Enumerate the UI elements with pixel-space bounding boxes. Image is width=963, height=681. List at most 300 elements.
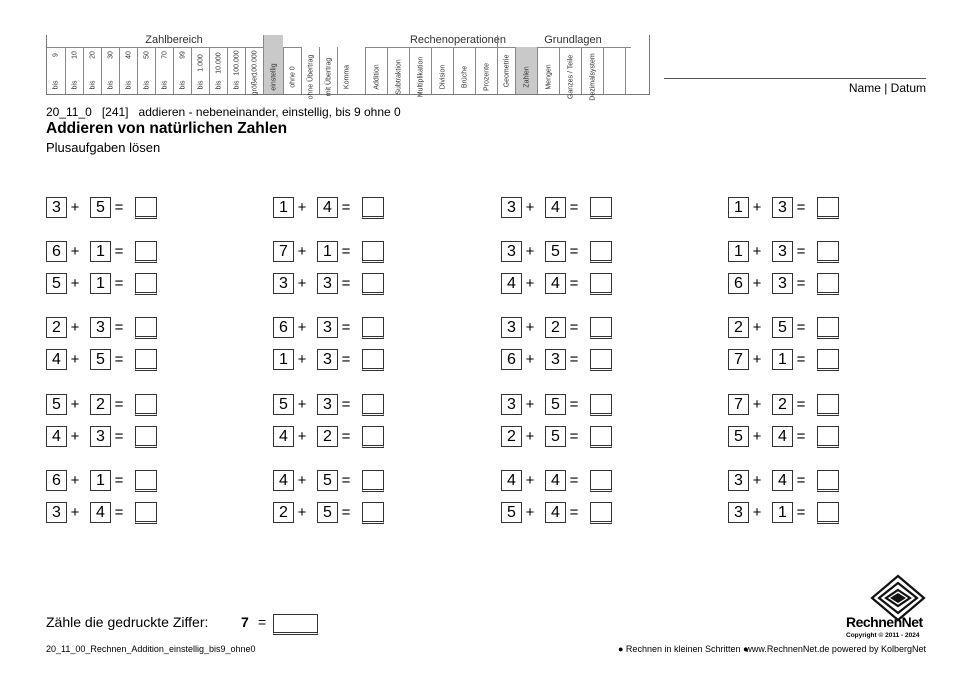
- plus-sign: +: [752, 504, 762, 521]
- equals-sign: =: [569, 472, 579, 489]
- first-addend: 6: [46, 241, 67, 262]
- addition-problem: [46, 273, 161, 295]
- first-addend: 6: [46, 470, 67, 491]
- addition-problem: [728, 317, 843, 339]
- second-addend: 5: [317, 470, 338, 491]
- second-addend: 5: [317, 502, 338, 523]
- addition-problem: [728, 349, 843, 371]
- operation-column: [409, 47, 431, 98]
- category-group-header: Zahlbereich: [47, 35, 301, 48]
- second-addend: 5: [90, 349, 111, 370]
- plus-sign: +: [752, 199, 762, 216]
- first-addend: 3: [501, 197, 522, 218]
- addition-problem: [46, 197, 161, 219]
- category-grid: [46, 34, 650, 101]
- website-url: www.RechnenNet.de powered by KolbergNet: [745, 644, 926, 654]
- answer-box[interactable]: [817, 241, 839, 263]
- basics-column: [559, 47, 581, 100]
- plus-sign: +: [752, 275, 762, 292]
- first-addend: 3: [46, 197, 67, 218]
- column-top-label: 30: [107, 51, 114, 59]
- equals-sign: =: [569, 428, 579, 445]
- name-date-label: Name | Datum: [848, 81, 926, 95]
- operation-label: Prozente: [483, 62, 490, 92]
- column-bottom-label: bis: [215, 80, 222, 90]
- equals-sign: =: [341, 199, 351, 216]
- answer-box[interactable]: [817, 470, 839, 492]
- column-bottom-label: bis: [179, 80, 186, 90]
- equals-sign: =: [341, 396, 351, 413]
- geometry-column: [497, 35, 515, 94]
- addition-problem: [273, 502, 388, 524]
- first-addend: 2: [46, 317, 67, 338]
- equals-sign: =: [796, 199, 806, 216]
- basics-label: Mengen: [545, 64, 552, 90]
- second-addend: 3: [772, 273, 793, 294]
- equals-sign: =: [796, 243, 806, 260]
- second-addend: 3: [317, 273, 338, 294]
- first-addend: 4: [46, 426, 67, 447]
- first-addend: 3: [728, 502, 749, 523]
- criteria-label: Komma: [343, 64, 350, 90]
- zahlbereich-column: [191, 47, 209, 94]
- plus-sign: +: [525, 428, 535, 445]
- answer-box[interactable]: [362, 426, 384, 448]
- second-addend: 4: [772, 470, 793, 491]
- answer-box[interactable]: [135, 470, 157, 492]
- column-top-label: 10.000: [215, 52, 222, 74]
- second-addend: 2: [317, 426, 338, 447]
- equals-sign: =: [796, 428, 806, 445]
- column-top-label: 9: [52, 53, 60, 57]
- column-bottom-label: bis: [143, 80, 150, 90]
- first-addend: 3: [728, 470, 749, 491]
- second-addend: 4: [545, 502, 566, 523]
- operation-column: [453, 47, 475, 94]
- answer-box[interactable]: [362, 273, 384, 295]
- operation-label: Multiplikation: [417, 56, 424, 98]
- first-addend: 3: [501, 394, 522, 415]
- operation-column: [365, 47, 387, 94]
- column-bottom-label: bis: [71, 80, 78, 90]
- equals-sign: =: [569, 319, 579, 336]
- worksheet-code: 20_11_0 [241] addieren - nebeneinander, einstellig, bis 9 ohne 0: [46, 105, 401, 119]
- column-bottom-label: bis: [233, 80, 240, 90]
- first-addend: 1: [273, 197, 294, 218]
- second-addend: 3: [90, 426, 111, 447]
- addition-problem: [273, 394, 388, 416]
- operation-label: Brüche: [461, 65, 468, 89]
- first-addend: 1: [273, 349, 294, 370]
- addition-problem: [273, 241, 388, 263]
- addition-problem: [273, 317, 388, 339]
- criteria-column: [283, 47, 301, 94]
- plus-sign: +: [752, 472, 762, 489]
- plus-sign: +: [70, 243, 80, 260]
- count-label: Zähle die gedruckte Ziffer:: [46, 614, 209, 630]
- first-addend: 4: [46, 349, 67, 370]
- equals-sign: =: [569, 275, 579, 292]
- column-bottom-label: bis: [107, 80, 114, 90]
- column-bottom-label: bis: [197, 80, 204, 90]
- addition-problem: [728, 470, 843, 492]
- second-addend: 2: [545, 317, 566, 338]
- plus-sign: +: [525, 243, 535, 260]
- equals-sign: =: [114, 351, 124, 368]
- answer-box[interactable]: [590, 470, 612, 492]
- zahlbereich-column: [65, 47, 83, 94]
- equals-sign: =: [114, 396, 124, 413]
- first-addend: 5: [501, 502, 522, 523]
- plus-sign: +: [525, 319, 535, 336]
- zahlbereich-column: [47, 47, 65, 94]
- zahlbereich-column: [155, 47, 173, 94]
- column-top-label: 40: [125, 51, 132, 59]
- first-addend: 3: [46, 502, 67, 523]
- plus-sign: +: [525, 275, 535, 292]
- answer-box[interactable]: [817, 394, 839, 416]
- second-addend: 4: [90, 502, 111, 523]
- column-bottom-label: bis: [125, 80, 132, 90]
- plus-sign: +: [70, 351, 80, 368]
- equals-sign: =: [114, 428, 124, 445]
- answer-box[interactable]: [135, 394, 157, 416]
- second-addend: 4: [545, 197, 566, 218]
- blank-column: [625, 47, 647, 94]
- first-addend: 4: [273, 426, 294, 447]
- second-addend: 1: [772, 502, 793, 523]
- basics-column: [581, 47, 603, 101]
- second-addend: 4: [545, 470, 566, 491]
- equals-sign: =: [341, 319, 351, 336]
- answer-box[interactable]: [817, 502, 839, 524]
- equals-sign: =: [569, 504, 579, 521]
- equals-sign: =: [114, 275, 124, 292]
- first-addend: 5: [273, 394, 294, 415]
- equals-sign: =: [341, 275, 351, 292]
- equals-sign: =: [114, 504, 124, 521]
- plus-sign: +: [752, 351, 762, 368]
- tagline: ● Rechnen in kleinen Schritten ●: [618, 644, 749, 654]
- column-bottom-label: bis: [89, 80, 96, 90]
- addition-problem: [46, 317, 161, 339]
- equals-sign: =: [341, 428, 351, 445]
- first-addend: 2: [273, 502, 294, 523]
- addition-problem: [728, 197, 843, 219]
- first-addend: 3: [273, 273, 294, 294]
- answer-box[interactable]: [817, 273, 839, 295]
- zahlbereich-column: [83, 47, 101, 94]
- count-digit: 7: [241, 614, 249, 630]
- answer-box[interactable]: [362, 317, 384, 339]
- plus-sign: +: [297, 351, 307, 368]
- plus-sign: +: [297, 199, 307, 216]
- addition-problem: [501, 470, 616, 492]
- column-top-label: 1.000: [197, 54, 204, 72]
- plus-sign: +: [70, 319, 80, 336]
- criteria-label: ohne Übertrag: [307, 54, 314, 100]
- answer-box[interactable]: [817, 349, 839, 371]
- plus-sign: +: [297, 319, 307, 336]
- addition-problem: [501, 502, 616, 524]
- first-addend: 7: [273, 241, 294, 262]
- equals-sign: =: [341, 243, 351, 260]
- addition-problem: [501, 197, 616, 219]
- second-addend: 1: [90, 241, 111, 262]
- answer-box[interactable]: [590, 317, 612, 339]
- first-addend: 1: [728, 197, 749, 218]
- answer-box[interactable]: [135, 317, 157, 339]
- answer-box[interactable]: [590, 502, 612, 524]
- answer-box[interactable]: [135, 349, 157, 371]
- equals-sign: =: [796, 504, 806, 521]
- second-addend: 3: [90, 317, 111, 338]
- criteria-column: [263, 35, 283, 94]
- operation-label: Addition: [373, 64, 380, 90]
- addition-problem: [728, 241, 843, 263]
- plus-sign: +: [297, 243, 307, 260]
- geometry-label: Geometrie: [503, 54, 510, 88]
- plus-sign: +: [70, 199, 80, 216]
- criteria-label: ohne 0: [289, 66, 296, 88]
- name-date-line: [664, 78, 926, 95]
- zahlbereich-column: [137, 47, 155, 94]
- first-addend: 6: [501, 349, 522, 370]
- addition-problem: [728, 273, 843, 295]
- second-addend: 1: [317, 241, 338, 262]
- second-addend: 3: [772, 241, 793, 262]
- plus-sign: +: [752, 396, 762, 413]
- plus-sign: +: [525, 199, 535, 216]
- answer-box[interactable]: [135, 241, 157, 263]
- equals-sign: =: [796, 319, 806, 336]
- plus-sign: +: [70, 275, 80, 292]
- second-addend: 1: [772, 349, 793, 370]
- column-top-label: 100.000: [233, 50, 240, 76]
- addition-problem: [728, 426, 843, 448]
- file-name: 20_11_00_Rechnen_Addition_einstellig_bis9_ohne0: [46, 644, 256, 654]
- plus-sign: +: [70, 504, 80, 521]
- criteria-label: einstellig: [270, 63, 277, 91]
- column-top-label: 100.000: [251, 50, 258, 76]
- second-addend: 3: [317, 349, 338, 370]
- first-addend: 1: [728, 241, 749, 262]
- zahlbereich-column: [245, 47, 263, 94]
- answer-box[interactable]: [362, 197, 384, 219]
- answer-box[interactable]: [590, 426, 612, 448]
- answer-box[interactable]: [135, 502, 157, 524]
- equals-sign: =: [569, 396, 579, 413]
- basics-column: [515, 47, 537, 94]
- plus-sign: +: [70, 428, 80, 445]
- answer-box[interactable]: [362, 470, 384, 492]
- addition-problem: [501, 426, 616, 448]
- first-addend: 5: [46, 273, 67, 294]
- operation-column: [431, 47, 453, 94]
- first-addend: 2: [501, 426, 522, 447]
- zahlbereich-column: [119, 47, 137, 94]
- second-addend: 3: [317, 394, 338, 415]
- plus-sign: +: [752, 319, 762, 336]
- equals-sign: =: [341, 504, 351, 521]
- answer-box[interactable]: [135, 197, 157, 219]
- first-addend: 7: [728, 349, 749, 370]
- addition-problem: [273, 349, 388, 371]
- plus-sign: +: [525, 396, 535, 413]
- second-addend: 1: [90, 470, 111, 491]
- addition-problem: [46, 470, 161, 492]
- operation-column: [475, 47, 497, 94]
- first-addend: 7: [728, 394, 749, 415]
- second-addend: 3: [317, 317, 338, 338]
- equals-sign: =: [796, 472, 806, 489]
- second-addend: 5: [545, 241, 566, 262]
- addition-problem: [501, 317, 616, 339]
- equals-sign: =: [569, 243, 579, 260]
- equals-sign: =: [796, 396, 806, 413]
- answer-box[interactable]: [817, 317, 839, 339]
- plus-sign: +: [70, 396, 80, 413]
- answer-box[interactable]: [362, 349, 384, 371]
- column-top-label: 50: [143, 51, 150, 59]
- basics-label: Dezimalsystem: [589, 53, 596, 101]
- addition-problem: [273, 470, 388, 492]
- answer-box[interactable]: [817, 426, 839, 448]
- first-addend: 5: [728, 426, 749, 447]
- second-addend: 4: [317, 197, 338, 218]
- operation-column: [387, 47, 409, 94]
- equals-sign: =: [796, 351, 806, 368]
- first-addend: 2: [728, 317, 749, 338]
- addition-problem: [728, 502, 843, 524]
- first-addend: 3: [501, 317, 522, 338]
- equals-sign: =: [114, 199, 124, 216]
- category-group-header: Rechenoperationen: [365, 35, 551, 48]
- addition-problem: [46, 241, 161, 263]
- answer-box[interactable]: [590, 197, 612, 219]
- column-top-label: 10: [71, 51, 78, 59]
- addition-problem: [273, 273, 388, 295]
- zahlbereich-column: [209, 47, 227, 94]
- addition-problem: [728, 394, 843, 416]
- addition-problem: [46, 502, 161, 524]
- category-group-header: Grundlagen: [515, 35, 631, 48]
- second-addend: 4: [772, 426, 793, 447]
- addition-problem: [46, 426, 161, 448]
- first-addend: 5: [46, 394, 67, 415]
- first-addend: 6: [728, 273, 749, 294]
- answer-box[interactable]: [362, 394, 384, 416]
- answer-box[interactable]: [135, 426, 157, 448]
- plus-sign: +: [525, 472, 535, 489]
- addition-problem: [46, 394, 161, 416]
- equals-sign: =: [114, 243, 124, 260]
- first-addend: 3: [501, 241, 522, 262]
- zahlbereich-column: [173, 47, 191, 94]
- answer-box[interactable]: [817, 197, 839, 219]
- first-addend: 4: [273, 470, 294, 491]
- worksheet-title: Addieren von natürlichen Zahlen: [46, 120, 288, 137]
- second-addend: 2: [772, 394, 793, 415]
- basics-label: Ganzes / Teile: [567, 54, 574, 100]
- answer-box[interactable]: [590, 394, 612, 416]
- answer-box[interactable]: [362, 241, 384, 263]
- second-addend: 5: [772, 317, 793, 338]
- brand-name: RechnenNet: [846, 614, 923, 630]
- second-addend: 5: [90, 197, 111, 218]
- answer-box[interactable]: [362, 502, 384, 524]
- addition-problem: [501, 273, 616, 295]
- equals-sign: =: [114, 319, 124, 336]
- column-bottom-label: größer: [251, 74, 258, 96]
- operation-label: Subtraktion: [395, 59, 402, 95]
- addition-problem: [273, 197, 388, 219]
- equals-sign: =: [341, 351, 351, 368]
- equals-sign: =: [569, 351, 579, 368]
- plus-sign: +: [70, 472, 80, 489]
- column-top-label: 99: [179, 51, 186, 59]
- second-addend: 3: [545, 349, 566, 370]
- plus-sign: +: [297, 504, 307, 521]
- equals-sign: =: [341, 472, 351, 489]
- answer-box[interactable]: [135, 273, 157, 295]
- second-addend: 5: [545, 426, 566, 447]
- second-addend: 4: [545, 273, 566, 294]
- first-addend: 4: [501, 470, 522, 491]
- column-top-label: 20: [89, 51, 96, 59]
- count-equals: =: [258, 614, 267, 630]
- second-addend: 2: [90, 394, 111, 415]
- criteria-column: [301, 47, 319, 100]
- plus-sign: +: [752, 428, 762, 445]
- answer-box[interactable]: [590, 241, 612, 263]
- criteria-column: [319, 47, 337, 97]
- zahlbereich-column: [227, 47, 245, 94]
- plus-sign: +: [297, 472, 307, 489]
- addition-problem: [501, 394, 616, 416]
- basics-label: Zahlen: [523, 66, 530, 88]
- equals-sign: =: [796, 275, 806, 292]
- addition-problem: [501, 241, 616, 263]
- answer-box[interactable]: [590, 349, 612, 371]
- second-addend: 5: [545, 394, 566, 415]
- blank-column: [603, 47, 625, 94]
- plus-sign: +: [297, 396, 307, 413]
- worksheet-subtitle: Plusaufgaben lösen: [46, 140, 161, 155]
- criteria-label: mit Übertrag: [325, 57, 332, 97]
- first-addend: 4: [501, 273, 522, 294]
- plus-sign: +: [525, 351, 535, 368]
- column-top-label: 70: [161, 51, 168, 59]
- zahlbereich-column: [101, 47, 119, 94]
- plus-sign: +: [297, 275, 307, 292]
- operation-label: Division: [439, 64, 446, 90]
- equals-sign: =: [114, 472, 124, 489]
- criteria-column: [337, 47, 355, 94]
- copyright: Copyright © 2011 - 2024: [846, 632, 920, 639]
- second-addend: 1: [90, 273, 111, 294]
- column-bottom-label: bis: [161, 80, 168, 90]
- basics-column: [537, 47, 559, 94]
- equals-sign: =: [569, 199, 579, 216]
- first-addend: 6: [273, 317, 294, 338]
- addition-problem: [46, 349, 161, 371]
- addition-problem: [501, 349, 616, 371]
- plus-sign: +: [297, 428, 307, 445]
- column-bottom-label: bis: [52, 80, 60, 90]
- count-answer-box[interactable]: [273, 614, 318, 635]
- answer-box[interactable]: [590, 273, 612, 295]
